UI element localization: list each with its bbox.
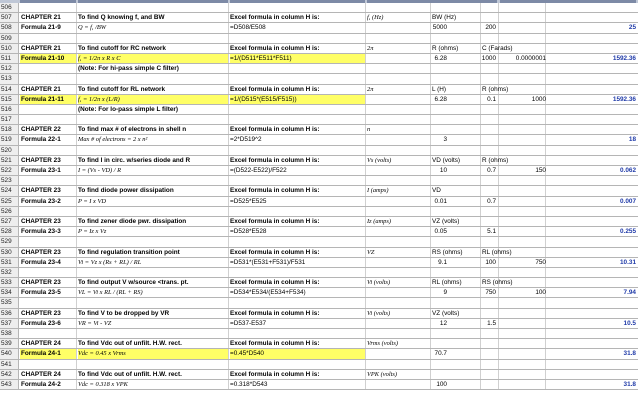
description-cell[interactable]: To find max # of electrons in shell n xyxy=(78,126,187,134)
formula-cell[interactable]: =2*D519^2 xyxy=(230,136,262,144)
sheet-row[interactable] xyxy=(0,74,638,84)
description-cell[interactable]: (Note: For hi-pass simple C filter) xyxy=(78,65,179,73)
chapter-label[interactable]: CHAPTER 23 xyxy=(21,156,61,164)
param-header-1[interactable]: Vi (volts) xyxy=(367,309,391,317)
row-number[interactable]: 534 xyxy=(0,288,19,297)
chapter-label[interactable]: Formula 21-11 xyxy=(21,95,64,103)
formula-cell[interactable]: Excel formula in column H is: xyxy=(230,309,320,317)
sheet-row[interactable] xyxy=(0,248,638,258)
value-cell-3[interactable]: 0.0000001 xyxy=(515,54,546,62)
row-number[interactable]: 515 xyxy=(0,95,19,104)
description-cell[interactable]: Vdc = 0.318 x VPK xyxy=(78,380,128,388)
sheet-row[interactable] xyxy=(0,319,638,329)
value-cell-3[interactable]: 150 xyxy=(535,167,546,174)
description-cell[interactable]: To find Q knowing f, and BW xyxy=(78,14,165,22)
chapter-label[interactable]: Formula 24-2 xyxy=(21,380,61,388)
formula-cell[interactable]: Excel formula in column H is: xyxy=(230,156,320,164)
param-header-2[interactable]: R (ohms) xyxy=(432,44,459,52)
description-cell[interactable]: VL = Vi x RL / (RL + RS) xyxy=(78,289,143,297)
value-cell-1[interactable]: 0.01 xyxy=(434,197,447,205)
param-header-1[interactable]: VZ xyxy=(367,248,375,256)
sheet-row[interactable] xyxy=(0,34,638,44)
param-header-1[interactable]: VPK (volts) xyxy=(367,370,397,378)
row-number[interactable]: 512 xyxy=(0,64,19,73)
row-number[interactable]: 511 xyxy=(0,54,19,63)
param-header-1[interactable]: 2π xyxy=(367,44,374,52)
chapter-label[interactable]: CHAPTER 23 xyxy=(21,309,61,317)
sheet-row[interactable] xyxy=(0,64,638,74)
param-header-2[interactable]: VZ (volts) xyxy=(432,217,460,225)
sheet-row[interactable] xyxy=(0,197,638,207)
param-header-2[interactable]: VZ (volts) xyxy=(432,309,460,317)
result-cell[interactable]: 10.5 xyxy=(623,319,636,327)
sheet-row[interactable] xyxy=(0,339,638,349)
row-number[interactable]: 525 xyxy=(0,197,19,206)
result-cell[interactable]: 7.94 xyxy=(623,289,636,297)
formula-cell[interactable]: =(D522-E522)/F522 xyxy=(230,167,287,174)
formula-cell[interactable]: Excel formula in column H is: xyxy=(230,85,320,93)
description-cell[interactable]: To find I in circ. w/series diode and R xyxy=(78,156,191,164)
description-cell[interactable]: (Note: For lo-pass simple L filter) xyxy=(78,105,179,113)
value-cell-1[interactable]: 12 xyxy=(439,319,447,327)
row-number[interactable]: 538 xyxy=(0,329,19,338)
description-cell[interactable]: I = (Vs - VD) / R xyxy=(78,167,121,174)
value-cell-2[interactable]: 1000 xyxy=(481,54,496,62)
value-cell-2[interactable]: 1.5 xyxy=(487,319,496,327)
row-number[interactable]: 529 xyxy=(0,237,19,246)
sheet-row[interactable] xyxy=(0,207,638,217)
chapter-label[interactable]: CHAPTER 23 xyxy=(21,217,61,225)
result-cell[interactable]: 0.255 xyxy=(620,228,636,236)
row-number[interactable]: 541 xyxy=(0,360,19,369)
sheet-row[interactable] xyxy=(0,146,638,156)
value-cell-2[interactable]: 200 xyxy=(485,24,496,32)
row-number[interactable]: 522 xyxy=(0,166,19,175)
row-number[interactable]: 513 xyxy=(0,74,19,83)
result-cell[interactable]: 31.8 xyxy=(623,380,636,388)
sheet-row[interactable] xyxy=(0,13,638,23)
chapter-label[interactable]: Formula 23-6 xyxy=(21,319,61,327)
value-cell-3[interactable]: 100 xyxy=(535,289,546,297)
description-cell[interactable]: To find cutoff for RC network xyxy=(78,44,166,52)
param-header-3[interactable]: RS (ohms) xyxy=(482,279,513,287)
formula-cell[interactable]: =D537-E537 xyxy=(230,319,267,327)
description-cell[interactable]: To find output V w/source <trans. pt. xyxy=(78,279,189,287)
chapter-label[interactable]: CHAPTER 21 xyxy=(21,85,61,93)
row-number[interactable]: 507 xyxy=(0,13,19,22)
description-cell[interactable]: To find cutoff for RL network xyxy=(78,85,166,93)
param-header-1[interactable]: Vs (volts) xyxy=(367,156,392,164)
row-number[interactable]: 506 xyxy=(0,3,19,12)
row-number[interactable]: 527 xyxy=(0,217,19,226)
sheet-row[interactable] xyxy=(0,227,638,237)
sheet-row[interactable] xyxy=(0,125,638,135)
formula-cell[interactable]: =D508/E508 xyxy=(230,24,266,32)
description-cell[interactable]: Q = f, /BW xyxy=(78,24,107,32)
sheet-row[interactable] xyxy=(0,278,638,288)
description-cell[interactable]: To find Vdc out of unfilt. H.W. rect. xyxy=(78,340,182,348)
param-header-3[interactable]: R (ohms) xyxy=(482,156,509,164)
sheet-row[interactable] xyxy=(0,349,638,359)
value-cell-3[interactable]: 1000 xyxy=(531,95,546,103)
param-header-3[interactable]: R (ohms) xyxy=(482,85,509,93)
formula-cell[interactable]: =0.318*D543 xyxy=(230,380,268,388)
value-cell-1[interactable]: 10 xyxy=(439,167,447,174)
description-cell[interactable]: Vi = Vz x (Rs + RL) / RL xyxy=(78,258,142,266)
chapter-label[interactable]: CHAPTER 24 xyxy=(21,340,61,348)
value-cell-1[interactable]: 70.7 xyxy=(434,350,447,358)
row-number[interactable]: 543 xyxy=(0,380,19,389)
formula-cell[interactable]: Excel formula in column H is: xyxy=(230,340,320,348)
result-cell[interactable]: 10.31 xyxy=(620,258,636,266)
sheet-row[interactable] xyxy=(0,95,638,105)
description-cell[interactable]: To find regulation transition point xyxy=(78,248,180,256)
description-cell[interactable]: To find diode power dissipation xyxy=(78,187,174,195)
formula-cell[interactable]: Excel formula in column H is: xyxy=(230,44,320,52)
value-cell-1[interactable]: 0.05 xyxy=(434,228,447,236)
chapter-label[interactable]: Formula 21-10 xyxy=(21,54,65,62)
row-number[interactable]: 540 xyxy=(0,349,19,358)
sheet-row[interactable] xyxy=(0,370,638,380)
sheet-row[interactable] xyxy=(0,54,638,64)
chapter-label[interactable]: CHAPTER 23 xyxy=(21,248,61,256)
chapter-label[interactable]: Formula 23-1 xyxy=(21,167,61,174)
description-cell[interactable]: f, = 1/2π x (L/R) xyxy=(78,95,120,103)
description-cell[interactable]: To find V to be dropped by VR xyxy=(78,309,170,317)
param-header-1[interactable]: f, (Hz) xyxy=(367,14,384,22)
row-number[interactable]: 521 xyxy=(0,156,19,165)
description-cell[interactable]: Vdc = 0.45 x Vrms xyxy=(78,350,126,358)
value-cell-2[interactable]: 0.7 xyxy=(487,197,496,205)
description-cell[interactable]: To find Vdc out of unfilt. H.W. rect. xyxy=(78,370,182,378)
row-number[interactable]: 519 xyxy=(0,135,19,144)
param-header-1[interactable]: Iz (amps) xyxy=(367,217,391,225)
param-header-1[interactable]: n xyxy=(367,126,371,134)
row-number[interactable]: 518 xyxy=(0,125,19,134)
row-number[interactable]: 516 xyxy=(0,105,19,114)
sheet-row[interactable] xyxy=(0,360,638,370)
row-number[interactable]: 528 xyxy=(0,227,19,236)
chapter-label[interactable]: Formula 23-5 xyxy=(21,289,61,297)
row-number[interactable]: 517 xyxy=(0,115,19,124)
sheet-row[interactable] xyxy=(0,135,638,145)
sheet-row[interactable] xyxy=(0,237,638,247)
formula-cell[interactable]: =D531*(E531+F531)/F531 xyxy=(230,258,306,266)
sheet-row[interactable] xyxy=(0,115,638,125)
result-cell[interactable]: 1592.36 xyxy=(612,95,636,103)
param-header-2[interactable]: VD (volts) xyxy=(432,156,461,164)
param-header-2[interactable]: BW (Hz) xyxy=(432,14,457,22)
chapter-label[interactable]: CHAPTER 22 xyxy=(21,126,61,134)
value-cell-2[interactable]: 5.1 xyxy=(487,228,496,236)
value-cell-2[interactable]: 0.1 xyxy=(487,95,496,103)
sheet-row[interactable] xyxy=(0,23,638,33)
result-cell[interactable]: 1592.36 xyxy=(612,54,636,62)
row-number[interactable]: 535 xyxy=(0,298,19,307)
row-number[interactable]: 530 xyxy=(0,248,19,257)
chapter-label[interactable]: Formula 22-1 xyxy=(21,136,61,144)
formula-cell[interactable]: =1/(D511*E511*F511) xyxy=(230,54,292,62)
formula-cell[interactable]: =1/(D515*(E515/F515)) xyxy=(230,95,297,103)
formula-cell[interactable]: Excel formula in column H is: xyxy=(230,14,320,22)
value-cell-1[interactable]: 3 xyxy=(443,136,447,144)
formula-cell[interactable]: Excel formula in column H is: xyxy=(230,217,320,225)
param-header-1[interactable]: I (amps) xyxy=(367,187,389,195)
row-number[interactable]: 523 xyxy=(0,176,19,185)
sheet-row[interactable] xyxy=(0,186,638,196)
formula-cell[interactable]: Excel formula in column H is: xyxy=(230,187,320,195)
result-cell[interactable]: 18 xyxy=(628,136,636,144)
value-cell-1[interactable]: 5000 xyxy=(432,24,447,32)
value-cell-1[interactable]: 9 xyxy=(443,289,447,297)
chapter-label[interactable]: CHAPTER 21 xyxy=(21,44,61,52)
sheet-row[interactable] xyxy=(0,298,638,308)
row-number[interactable]: 514 xyxy=(0,85,19,94)
formula-cell[interactable]: Excel formula in column H is: xyxy=(230,248,320,256)
param-header-1[interactable]: Vi (volts) xyxy=(367,279,391,287)
param-header-2[interactable]: RL (ohms) xyxy=(432,279,462,287)
sheet-row[interactable] xyxy=(0,105,638,115)
chapter-label[interactable]: CHAPTER 24 xyxy=(21,370,61,378)
formula-cell[interactable]: Excel formula in column H is: xyxy=(230,370,320,378)
chapter-label[interactable]: CHAPTER 23 xyxy=(21,187,61,195)
formula-cell[interactable]: =D528*E528 xyxy=(230,228,267,236)
value-cell-3[interactable]: 750 xyxy=(535,258,546,266)
sheet-row[interactable] xyxy=(0,329,638,339)
param-header-3[interactable]: RL (ohms) xyxy=(482,248,512,256)
chapter-label[interactable]: Formula 23-4 xyxy=(21,258,61,266)
row-number[interactable]: 537 xyxy=(0,319,19,328)
description-cell[interactable]: To find zener diode pwr. dissipation xyxy=(78,217,187,225)
formula-cell[interactable]: =0.45*D540 xyxy=(230,350,264,358)
row-number[interactable]: 524 xyxy=(0,186,19,195)
sheet-row[interactable] xyxy=(0,166,638,176)
chapter-label[interactable]: CHAPTER 21 xyxy=(21,14,61,22)
param-header-2[interactable]: RS (ohms) xyxy=(432,248,463,256)
value-cell-1[interactable]: 100 xyxy=(436,380,447,388)
description-cell[interactable]: VR = Vi - VZ xyxy=(78,319,112,327)
description-cell[interactable]: P = I x VD xyxy=(78,197,106,205)
sheet-row[interactable] xyxy=(0,268,638,278)
sheet-row[interactable] xyxy=(0,85,638,95)
spreadsheet-grid[interactable] xyxy=(0,3,638,390)
description-cell[interactable]: P = Iz x Vz xyxy=(78,228,107,236)
formula-cell[interactable]: =D525*E525 xyxy=(230,197,267,205)
row-number[interactable]: 509 xyxy=(0,34,19,43)
row-number[interactable]: 526 xyxy=(0,207,19,216)
chapter-label[interactable]: Formula 21-9 xyxy=(21,24,61,32)
result-cell[interactable]: 0.007 xyxy=(620,197,636,205)
value-cell-1[interactable]: 9.1 xyxy=(438,258,447,266)
sheet-row[interactable] xyxy=(0,288,638,298)
sheet-row[interactable] xyxy=(0,258,638,268)
sheet-row[interactable] xyxy=(0,309,638,319)
formula-cell[interactable]: Excel formula in column H is: xyxy=(230,279,320,287)
param-header-3[interactable]: C (Farads) xyxy=(482,44,513,52)
sheet-row[interactable] xyxy=(0,156,638,166)
row-number[interactable]: 539 xyxy=(0,339,19,348)
sheet-row[interactable] xyxy=(0,176,638,186)
row-number[interactable]: 508 xyxy=(0,23,19,32)
value-cell-2[interactable]: 100 xyxy=(485,258,496,266)
chapter-label[interactable]: Formula 24-1 xyxy=(21,350,61,358)
description-cell[interactable]: f, = 1/2π x R x C xyxy=(78,54,121,62)
row-number[interactable]: 520 xyxy=(0,146,19,155)
value-cell-1[interactable]: 6.28 xyxy=(434,54,447,62)
param-header-2[interactable]: L (H) xyxy=(432,85,446,93)
row-number[interactable]: 533 xyxy=(0,278,19,287)
row-number[interactable]: 510 xyxy=(0,44,19,53)
value-cell-2[interactable]: 750 xyxy=(485,289,496,297)
chapter-label[interactable]: CHAPTER 23 xyxy=(21,279,61,287)
sheet-row[interactable] xyxy=(0,380,638,390)
sheet-row[interactable] xyxy=(0,217,638,227)
formula-cell[interactable]: Excel formula in column H is: xyxy=(230,126,320,134)
param-header-1[interactable]: 2π xyxy=(367,85,374,93)
row-number[interactable]: 536 xyxy=(0,309,19,318)
result-cell[interactable]: 25 xyxy=(628,24,636,32)
description-cell[interactable]: Max # of electrons = 2 x n² xyxy=(78,136,148,144)
result-cell[interactable]: 31.8 xyxy=(623,350,636,358)
sheet-row[interactable] xyxy=(0,3,638,13)
value-cell-2[interactable]: 0.7 xyxy=(487,167,496,174)
param-header-2[interactable]: VD xyxy=(432,187,441,195)
sheet-row[interactable] xyxy=(0,44,638,54)
result-cell[interactable]: 0.062 xyxy=(620,167,636,174)
formula-cell[interactable]: =D534*E534/(E534+F534) xyxy=(230,289,306,297)
chapter-label[interactable]: Formula 23-2 xyxy=(21,197,61,205)
row-number[interactable]: 531 xyxy=(0,258,19,267)
value-cell-1[interactable]: 6.28 xyxy=(434,95,447,103)
row-number[interactable]: 542 xyxy=(0,370,19,379)
row-number[interactable]: 532 xyxy=(0,268,19,277)
chapter-label[interactable]: Formula 23-3 xyxy=(21,228,61,236)
param-header-1[interactable]: Vrms (volts) xyxy=(367,340,398,348)
